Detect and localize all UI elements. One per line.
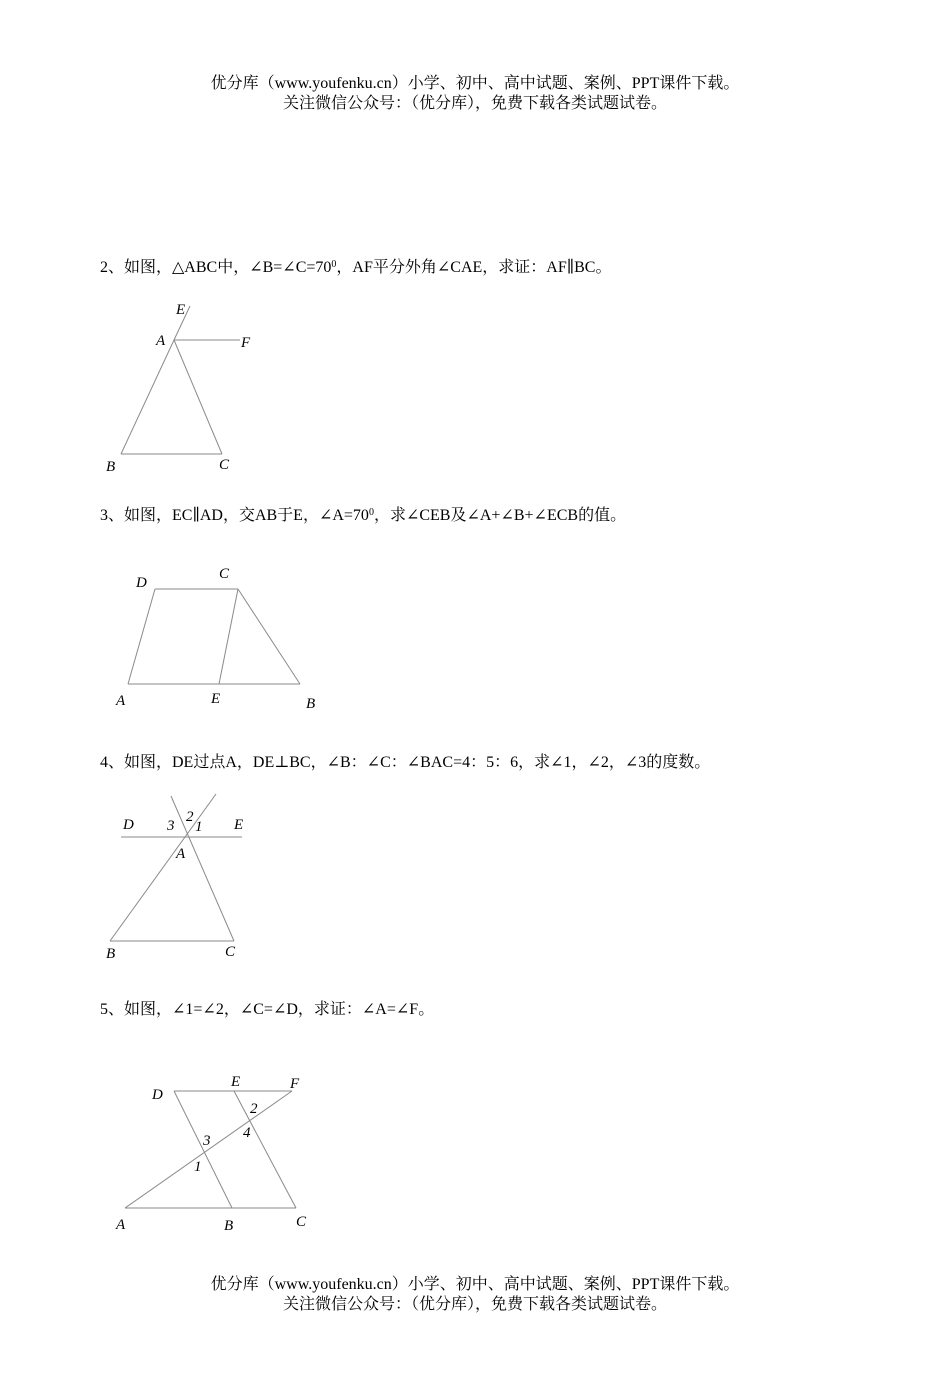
label-B: B <box>306 696 316 712</box>
label-D: D <box>136 575 147 591</box>
line-CA-extended <box>171 796 234 941</box>
question-5-text: 5、如图，∠1=∠2，∠C=∠D，求证：∠A=∠F。 <box>100 1001 435 1018</box>
line-EC <box>234 1091 296 1208</box>
question-4-figure <box>0 790 300 970</box>
header-line-2: 关注微信公众号：（优分库），免费下载各类试题试卷。 <box>282 95 667 112</box>
question-2-figure <box>0 290 300 480</box>
page-header <box>0 74 950 114</box>
question-3-degree-sup: 0 <box>368 507 374 518</box>
header-line-1: 优分库（www.youfenku.cn）小学、初中、高中试题、案例、PPT课件下载。 <box>210 75 740 92</box>
label-C: C <box>225 944 236 960</box>
line-AB <box>121 340 174 454</box>
line-AC <box>174 340 222 454</box>
label-E: E <box>231 1074 241 1090</box>
label-F: F <box>290 1076 300 1092</box>
line-CB <box>238 589 300 684</box>
question-3-text-part-b: ，求∠CEB及∠A+∠B+∠ECB的值。 <box>373 507 627 524</box>
label-C: C <box>219 566 230 582</box>
footer-line-2: 关注微信公众号：（优分库），免费下载各类试题试卷。 <box>282 1296 667 1313</box>
question-2-text-part-b: ，AF平分外角∠CAE，求证：AF∥BC。 <box>336 259 612 276</box>
label-A: A <box>176 846 186 862</box>
label-B: B <box>224 1218 234 1234</box>
label-angle-3: 3 <box>167 818 175 834</box>
question-3-figure <box>0 560 340 720</box>
label-B: B <box>106 946 116 962</box>
line-CE <box>219 589 238 684</box>
label-E: E <box>176 302 186 318</box>
label-C: C <box>296 1214 307 1230</box>
label-E: E <box>234 817 244 833</box>
label-D: D <box>152 1087 163 1103</box>
label-A: A <box>116 693 126 709</box>
label-B: B <box>106 459 116 475</box>
label-E: E <box>211 691 221 707</box>
label-angle-2: 2 <box>250 1101 258 1117</box>
question-4-text: 4、如图，DE过点A，DE⊥BC，∠B：∠C：∠BAC=4：5：6，求∠1，∠2，∠3的度数。 <box>100 754 711 771</box>
line-DA <box>128 589 155 684</box>
label-C: C <box>219 457 230 473</box>
label-D: D <box>123 817 134 833</box>
label-angle-1: 1 <box>194 1159 202 1175</box>
question-5-figure <box>0 1070 340 1240</box>
question-3-text-part-a: 3、如图，EC∥AD，交AB于E，∠A=70 <box>100 507 369 524</box>
label-angle-2: 2 <box>186 809 194 825</box>
label-angle-4: 4 <box>243 1125 251 1141</box>
line-AF <box>125 1091 292 1208</box>
label-angle-1: 1 <box>195 819 203 835</box>
page-footer <box>0 1275 950 1315</box>
label-A: A <box>116 1217 126 1233</box>
question-2-text <box>100 257 611 279</box>
question-2-degree-sup: 0 <box>331 259 337 270</box>
question-3-text <box>100 505 626 527</box>
label-F: F <box>241 335 251 351</box>
line-DB <box>174 1091 232 1208</box>
question-2-text-part-a: 2、如图，△ABC中，∠B=∠C=70 <box>100 259 332 276</box>
label-A: A <box>156 333 166 349</box>
footer-line-1: 优分库（www.youfenku.cn）小学、初中、高中试题、案例、PPT课件下载。 <box>210 1276 740 1293</box>
label-angle-3: 3 <box>203 1133 211 1149</box>
